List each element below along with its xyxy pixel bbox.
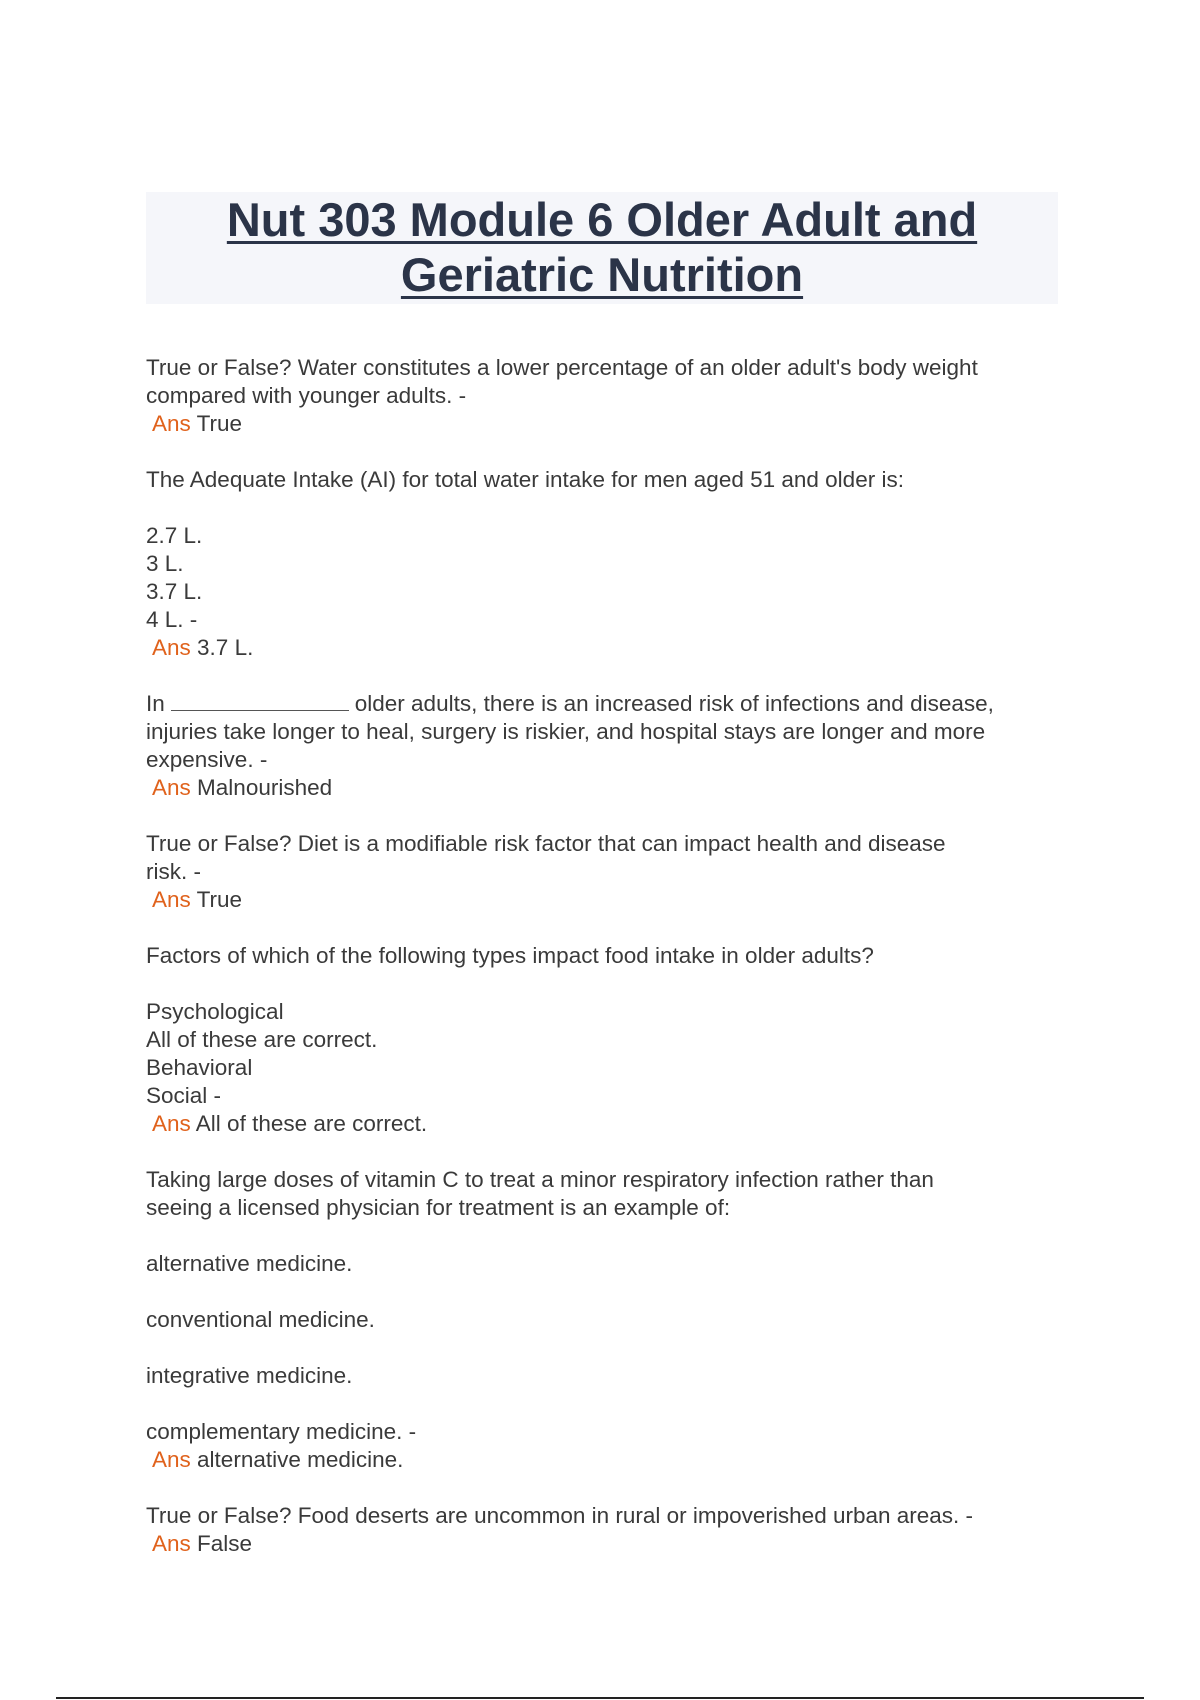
question-list [146,354,1066,1586]
answer-label: Ans [152,411,191,436]
title-line-1: Nut 303 Module 6 Older Adult and [226,193,978,246]
answer-option-text: integrative medicine. [146,1363,353,1388]
answer-label: Ans [152,1447,191,1472]
question-text: Factors of which of the following types impact food intake in older adults? [146,943,874,968]
answer-line [146,886,1066,914]
question-text: risk. - [146,859,201,884]
answer-option [146,1362,1066,1390]
document-title [146,192,1058,304]
answer-option: Psychological [146,999,284,1024]
answer-line [146,1110,1066,1138]
answer-line [146,634,1066,662]
answer-line [146,1530,1066,1558]
answer-option: 4 L. - [146,607,198,632]
question-text: compared with younger adults. - [146,383,467,408]
answer-option: 3.7 L. [146,579,203,604]
answer-option [146,1250,1066,1278]
answer-option: 2.7 L. [146,523,203,548]
answer-label: Ans [152,635,191,660]
answer-text: All of these are correct. [195,1111,428,1136]
answer-option-text: alternative medicine. [146,1251,353,1276]
answer-option: 3 L. [146,551,184,576]
question-item [146,690,1066,802]
question-item [146,1502,1066,1558]
question-text: seeing a licensed physician for treatment is an example of: [146,1195,731,1220]
answer-option-text: complementary medicine. - [146,1419,417,1444]
question-text: expensive. - [146,747,268,772]
question-text: The Adequate Intake (AI) for total water intake for men aged 51 and older is: [146,467,904,492]
answer-text: Malnourished [197,775,333,800]
question-item [146,354,1066,438]
answer-option: Behavioral [146,1055,253,1080]
answer-option [146,1306,1066,1334]
answer-option-text: conventional medicine. [146,1307,375,1332]
page-footer-divider [56,1697,1144,1699]
question-item [146,1166,1066,1222]
answer-text: 3.7 L. [197,635,254,660]
answer-label: Ans [152,775,191,800]
fill-in-blank [171,692,349,711]
question-item [146,466,1066,494]
answer-option: All of these are correct. [146,1027,378,1052]
answer-label: Ans [152,887,191,912]
answer-line [146,774,1066,802]
answer-text: False [197,1531,253,1556]
title-line-2: Geriatric Nutrition [400,248,804,301]
option-list [146,998,1066,1138]
answer-label: Ans [152,1531,191,1556]
question-text-start: In [146,691,165,716]
question-text: Taking large doses of vitamin C to treat a minor respiratory infection rather than [146,1167,934,1192]
answer-label: Ans [152,1111,191,1136]
question-text [146,690,1066,718]
answer-line [146,1446,1066,1474]
question-text: True or False? Water constitutes a lower percentage of an older adult's body weight [146,355,978,380]
answer-line [146,410,1066,438]
answer-text: True [196,887,243,912]
option-list [146,522,1066,662]
question-item [146,942,1066,970]
question-item [146,830,1066,914]
question-text: injuries take longer to heal, surgery is riskier, and hospital stays are longer and more [146,719,986,744]
answer-text: True [196,411,243,436]
question-text: True or False? Food deserts are uncommon in rural or impoverished urban areas. - [146,1503,974,1528]
answer-text: alternative medicine. [197,1447,404,1472]
question-text: True or False? Diet is a modifiable risk factor that can impact health and disease [146,831,946,856]
question-text-rest: older adults, there is an increased risk of infections and disease, [354,691,994,716]
answer-option: Social - [146,1083,222,1108]
answer-option [146,1418,1066,1474]
